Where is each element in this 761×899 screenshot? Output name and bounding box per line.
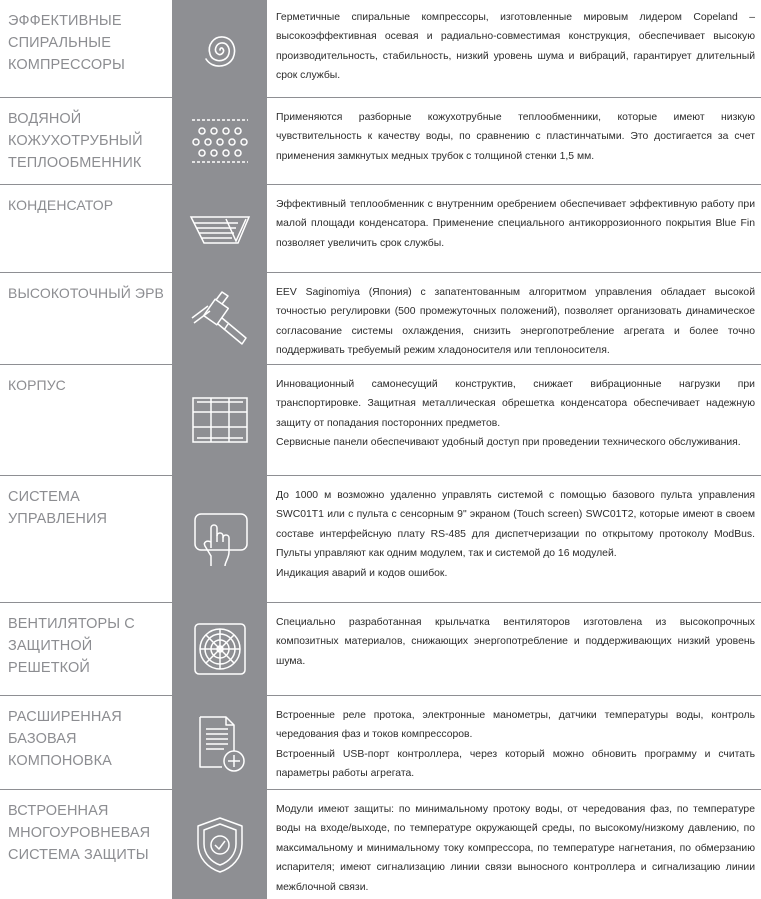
feature-title: КОНДЕНСАТОР	[8, 197, 114, 213]
feature-title: ВЫСОКОТОЧНЫЙ ЭРВ	[8, 285, 164, 301]
description-paragraph: EEV Saginomiya (Япония) с запатентованным алгоритмом управления обладает высокой точностью регулировки (500 промежуточных положений), позволяет организовать динамическое согласование системы охлаждения, снизить энергопотребление агрегата и более точно поддерживать требуемый режим хладоносителя или теплоносителя.	[276, 287, 755, 357]
spiral-icon	[172, 0, 267, 97]
condenser-coil-icon	[172, 185, 267, 272]
feature-description	[276, 108, 755, 166]
document-plus-icon	[172, 696, 267, 789]
feature-row-control	[0, 476, 761, 602]
feature-row-heat-exchanger	[0, 98, 761, 184]
description-paragraph: Применяются разборные кожухотрубные теплообменники, которые имеют низкую чувствительность к качеству воды, по сравнению с пластинчатыми. Это достигается за счет применения замкнутых медных трубок с толщиной стенки 1,5 мм.	[276, 112, 755, 162]
description-paragraph: Инновационный самонесущий конструктив, снижает вибрационные нагрузки при транспортировке. Защитная металлическая обрешетка конденсатора обеспечивает надежную защиту от попадания посторонних предметов.	[276, 379, 755, 429]
feature-row-eev	[0, 273, 761, 364]
feature-title: РАСШИРЕННАЯ БАЗОВАЯ КОМПОНОВКА	[8, 709, 122, 769]
feature-description	[276, 283, 755, 361]
feature-row-compressors	[0, 0, 761, 97]
fan-grille-icon	[172, 603, 267, 695]
description-paragraph: Встроенный USB-порт контроллера, через который можно обновить программу и считать параметры работы агрегата.	[276, 748, 755, 780]
feature-description	[276, 8, 755, 86]
description-paragraph: До 1000 м возможно удаленно управлять системой с помощью базового пульта управления SWC01T1 или с пульта с сенсорным 9" экраном (Touch screen) SWC01T2, которые имеют в своем составе интерфейсную плату RS-485 для диспетчеризации по открытому протоколу ModBus. Пульты управляют как одним модулем, так и системой до 16 модулей.	[276, 490, 755, 560]
feature-row-fans	[0, 603, 761, 695]
touch-panel-icon	[172, 476, 267, 602]
feature-title: ВОДЯНОЙ КОЖУХОТРУБНЫЙ ТЕПЛООБМЕННИК	[8, 111, 143, 171]
feature-row-housing	[0, 365, 761, 475]
feature-title: СИСТЕМА УПРАВЛЕНИЯ	[8, 489, 108, 527]
description-paragraph: Герметичные спиральные компрессоры, изготовленные мировым лидером Copeland – высокоэффективная осевая и радиально-совместимая конструкция, обеспечивает высокую производительность, стабильность, низкий уровень шума и вибраций, гарантирует длительный срок службы.	[276, 12, 755, 82]
feature-description	[276, 375, 755, 453]
description-paragraph: Индикация аварий и кодов ошибок.	[276, 567, 448, 579]
feature-row-protection	[0, 790, 761, 899]
feature-title: ВСТРОЕННАЯ МНОГОУРОВНЕВАЯ СИСТЕМА ЗАЩИТЫ	[8, 803, 151, 863]
description-paragraph: Модули имеют защиты: по минимальному протоку воды, от чередования фаз, по температуре воды на входе/выходе, по температуре окружающей среды, по высокому/низкому давлению, по максимальному и минимальному току компрессора, по температуре нагнетания, по обмерзанию испарителя; имеют сигнализацию линии связи выносного контроллера и сигнализацию линии межблочной связи.	[276, 804, 755, 893]
feature-row-extended-config	[0, 696, 761, 789]
shield-check-icon	[172, 790, 267, 899]
feature-description	[276, 195, 755, 253]
feature-title: ЭФФЕКТИВНЫЕ СПИРАЛЬНЫЕ КОМПРЕССОРЫ	[8, 13, 125, 73]
feature-row-condenser	[0, 185, 761, 272]
expansion-valve-icon	[172, 273, 267, 364]
feature-title: КОРПУС	[8, 377, 66, 393]
feature-description	[276, 613, 755, 671]
feature-description	[276, 800, 755, 897]
description-paragraph: Эффективный теплообменник с внутренним оребрением обеспечивает эффективную работу при малой площади конденсатора. Применение специального антикоррозионного покрытия Blue Fin позволяет увеличить срок службы.	[276, 199, 755, 249]
tube-bundle-icon	[172, 98, 267, 184]
description-paragraph: Сервисные панели обеспечивают удобный доступ при проведении технического обслуживания.	[276, 437, 741, 449]
description-paragraph: Специально разработанная крыльчатка вентиляторов изготовлена из высокопрочных композитных материалов, снижающих энергопотребление и поддерживающих низкий уровень шума.	[276, 617, 755, 667]
feature-description	[276, 486, 755, 583]
description-paragraph: Встроенные реле протока, электронные манометры, датчики температуры воды, контроль чередования фаз и токов компрессоров.	[276, 710, 755, 741]
frame-grid-icon	[172, 365, 267, 475]
feature-description	[276, 706, 755, 784]
feature-title: ВЕНТИЛЯТОРЫ С ЗАЩИТНОЙ РЕШЕТКОЙ	[8, 616, 135, 676]
